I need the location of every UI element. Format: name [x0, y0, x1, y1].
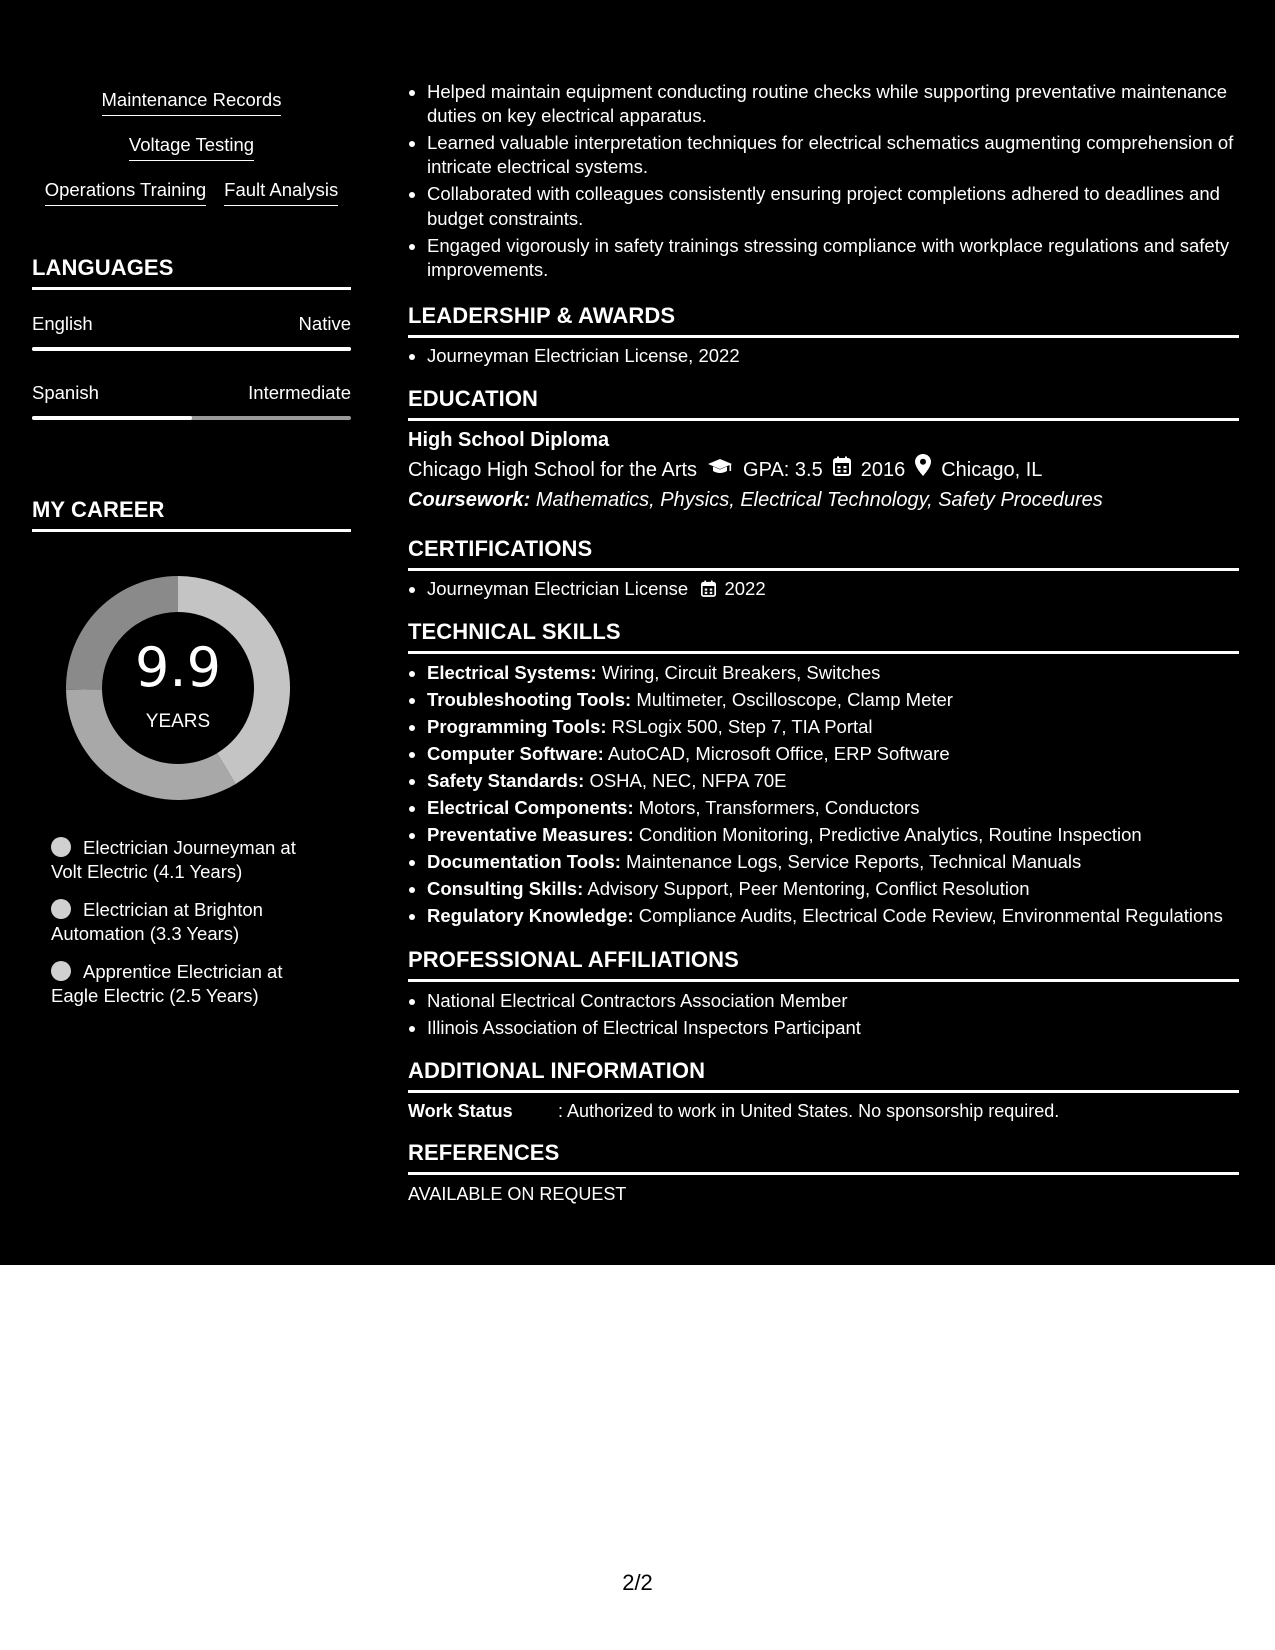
certification-item	[408, 577, 1239, 603]
language-bar	[32, 416, 351, 420]
work-status-label: Work Status	[408, 1101, 513, 1121]
language-name: Spanish	[32, 382, 99, 403]
calendar-icon	[701, 579, 716, 603]
additional-info-heading: ADDITIONAL INFORMATION	[408, 1057, 1239, 1093]
career-legend-item	[51, 898, 331, 946]
technical-skill-value: Condition Monitoring, Predictive Analytics, Routine Inspection	[638, 824, 1142, 845]
skill-tag-row	[32, 133, 351, 178]
legend-dot-icon	[51, 837, 71, 857]
coursework-value: Mathematics, Physics, Electrical Technology, Safety Procedures	[535, 489, 1103, 511]
skill-tag-row	[32, 178, 351, 223]
affiliations-list	[408, 989, 1239, 1043]
legend-dot-icon	[51, 961, 71, 981]
skill-tags	[32, 88, 351, 223]
technical-skill-label: Electrical Components:	[427, 797, 634, 818]
skill-tag-row	[32, 88, 351, 133]
technical-skill-item	[408, 688, 1239, 712]
additional-info	[408, 1099, 1239, 1123]
technical-skill-item	[408, 850, 1239, 874]
technical-skills-heading: TECHNICAL SKILLS	[408, 618, 1239, 654]
education-entry	[408, 426, 1239, 515]
certification-year: 2022	[724, 578, 766, 599]
technical-skill-value: Advisory Support, Peer Mentoring, Conflict Resolution	[587, 878, 1030, 899]
career-total-years: 9.9	[135, 636, 221, 699]
experience-bullets	[408, 80, 1239, 285]
technical-skill-value: Motors, Transformers, Conductors	[638, 797, 920, 818]
education-gpa: GPA: 3.5	[743, 458, 823, 481]
career-donut-chart	[66, 576, 290, 800]
education-heading: EDUCATION	[408, 385, 1239, 421]
donut-segment	[66, 689, 236, 800]
experience-bullet: Helped maintain equipment conducting routine checks while supporting preventative maintenance duties on key electrical apparatus.	[408, 80, 1239, 128]
leadership-list	[408, 344, 1239, 371]
certifications-heading: CERTIFICATIONS	[408, 535, 1239, 571]
language-spanish	[32, 381, 351, 420]
technical-skill-label: Consulting Skills:	[427, 878, 584, 899]
affiliations-heading: PROFESSIONAL AFFILIATIONS	[408, 946, 1239, 982]
technical-skill-item	[408, 796, 1239, 820]
career-role-label: Electrician Journeyman at Volt Electric (4.1 Years)	[51, 837, 296, 882]
coursework-label: Coursework:	[408, 489, 531, 511]
technical-skill-label: Safety Standards:	[427, 770, 585, 791]
education-coursework	[408, 485, 1239, 515]
technical-skills-list	[408, 661, 1239, 931]
technical-skill-value: AutoCAD, Microsoft Office, ERP Software	[607, 743, 950, 764]
technical-skill-value: Compliance Audits, Electrical Code Review, Environmental Regulations	[638, 905, 1223, 926]
work-status-value: : Authorized to work in United States. No sponsorship required.	[558, 1101, 1060, 1121]
technical-skill-label: Troubleshooting Tools:	[427, 689, 632, 710]
technical-skill-label: Programming Tools:	[427, 716, 607, 737]
technical-skill-value: Multimeter, Oscilloscope, Clamp Meter	[636, 689, 953, 710]
skill-tag: Fault Analysis	[224, 178, 338, 206]
graduation-cap-icon	[707, 455, 733, 485]
technical-skill-item	[408, 823, 1239, 847]
education-year: 2016	[860, 458, 906, 481]
education-location: Chicago, IL	[941, 458, 1043, 481]
skill-tag: Voltage Testing	[129, 133, 254, 161]
affiliation-item: Illinois Association of Electrical Inspectors Participant	[408, 1016, 1239, 1040]
language-bar-fill	[32, 347, 351, 351]
experience-bullet: Engaged vigorously in safety trainings stressing compliance with workplace regulations and safety improvements.	[408, 234, 1239, 282]
career-heading: MY CAREER	[32, 496, 351, 532]
education-school: Chicago High School for the Arts	[408, 458, 698, 481]
language-level: Intermediate	[248, 382, 351, 403]
references-heading: REFERENCES	[408, 1139, 1239, 1175]
language-bar-fill	[32, 416, 192, 420]
language-english	[32, 312, 351, 351]
experience-bullet: Learned valuable interpretation techniques for electrical schematics augmenting comprehension of intricate electrical systems.	[408, 131, 1239, 179]
education-degree: High School Diploma	[408, 429, 610, 451]
languages-heading: LANGUAGES	[32, 254, 351, 290]
technical-skill-value: OSHA, NEC, NFPA 70E	[589, 770, 787, 791]
references-text: AVAILABLE ON REQUEST	[408, 1184, 627, 1204]
technical-skill-value: Maintenance Logs, Service Reports, Technical Manuals	[626, 851, 1082, 872]
language-name: English	[32, 313, 93, 334]
technical-skill-label: Regulatory Knowledge:	[427, 905, 634, 926]
technical-skill-item	[408, 661, 1239, 685]
technical-skill-item	[408, 904, 1239, 928]
education-details	[408, 454, 1239, 485]
page-number: 2/2	[622, 1570, 653, 1595]
technical-skill-label: Electrical Systems:	[427, 662, 597, 683]
experience-bullet: Collaborated with colleagues consistently ensuring project completions adhered to deadlines and budget constraints.	[408, 182, 1239, 230]
certification-name: Journeyman Electrician License	[427, 578, 689, 599]
skill-tag: Operations Training	[45, 178, 206, 206]
technical-skill-label: Computer Software:	[427, 743, 604, 764]
legend-dot-icon	[51, 899, 71, 919]
language-level: Native	[298, 313, 351, 334]
career-role-label: Apprentice Electrician at Eagle Electric (2.5 Years)	[51, 961, 283, 1006]
technical-skill-item	[408, 715, 1239, 739]
technical-skill-item	[408, 769, 1239, 793]
career-total-unit: YEARS	[145, 711, 211, 732]
career-legend-item	[51, 836, 331, 884]
map-pin-icon	[915, 454, 931, 485]
career-role-label: Electrician at Brighton Automation (3.3 Years)	[51, 899, 263, 944]
calendar-icon	[833, 455, 851, 485]
technical-skill-item	[408, 742, 1239, 766]
career-legend	[51, 836, 331, 1022]
technical-skill-label: Preventative Measures:	[427, 824, 634, 845]
leadership-item: Journeyman Electrician License, 2022	[408, 344, 1239, 368]
skill-tag: Maintenance Records	[102, 88, 282, 116]
technical-skill-value: RSLogix 500, Step 7, TIA Portal	[611, 716, 873, 737]
certifications-list	[408, 577, 1239, 606]
affiliation-item: National Electrical Contractors Association Member	[408, 989, 1239, 1013]
language-bar	[32, 347, 351, 351]
technical-skill-value: Wiring, Circuit Breakers, Switches	[601, 662, 881, 683]
technical-skill-label: Documentation Tools:	[427, 851, 621, 872]
technical-skill-item	[408, 877, 1239, 901]
career-legend-item	[51, 960, 331, 1008]
leadership-heading: LEADERSHIP & AWARDS	[408, 302, 1239, 338]
